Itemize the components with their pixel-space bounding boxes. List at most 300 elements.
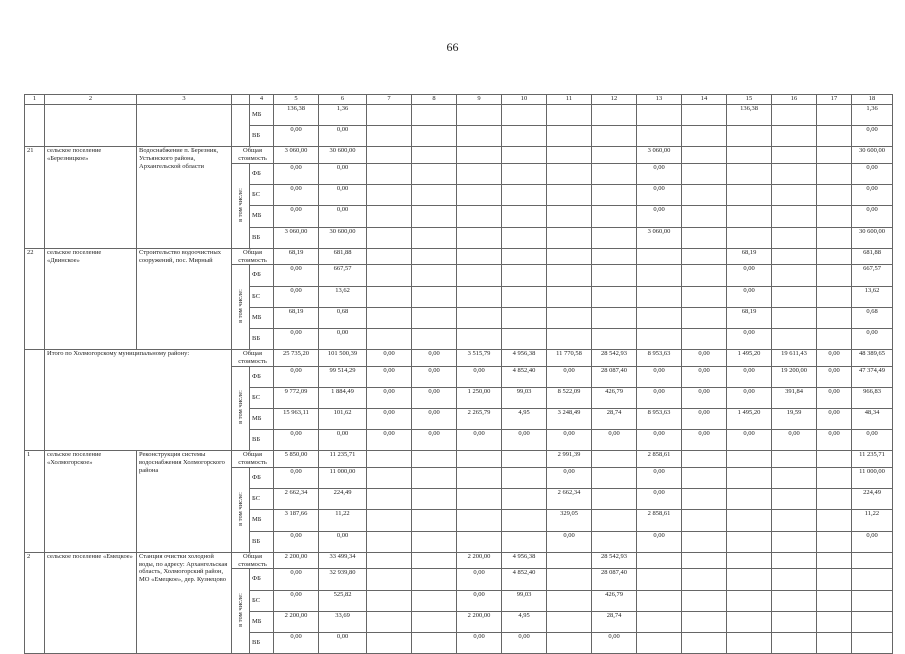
row-number-cell: 22 bbox=[25, 248, 45, 349]
value-cell bbox=[817, 569, 852, 590]
value-cell: 8 953,63 bbox=[637, 350, 682, 367]
value-cell: 2 662,34 bbox=[274, 489, 319, 510]
including-text: в том числе: bbox=[236, 288, 244, 323]
value-cell bbox=[637, 552, 682, 569]
table-body bbox=[25, 95, 893, 654]
value-cell bbox=[772, 185, 817, 206]
value-cell bbox=[367, 611, 412, 632]
district-total-label: Итого по Холмогорскому муниципальному району: bbox=[45, 350, 232, 451]
value-cell bbox=[817, 265, 852, 286]
value-cell bbox=[502, 147, 547, 164]
value-cell bbox=[772, 451, 817, 468]
value-cell: 0,00 bbox=[727, 265, 772, 286]
value-cell bbox=[457, 510, 502, 531]
value-cell bbox=[457, 126, 502, 147]
value-cell: 0,00 bbox=[817, 366, 852, 387]
value-cell: 0,00 bbox=[367, 409, 412, 430]
value-cell: 11,22 bbox=[852, 510, 893, 531]
value-cell bbox=[502, 126, 547, 147]
value-cell bbox=[852, 632, 893, 653]
value-cell bbox=[412, 590, 457, 611]
source-label: МБ bbox=[250, 409, 274, 430]
value-cell: 0,00 bbox=[457, 569, 502, 590]
value-cell bbox=[817, 468, 852, 489]
row-number-cell bbox=[25, 350, 45, 451]
value-cell: 0,00 bbox=[457, 632, 502, 653]
value-cell: 30 600,00 bbox=[319, 147, 367, 164]
value-cell: 2 200,00 bbox=[274, 611, 319, 632]
value-cell bbox=[637, 265, 682, 286]
value-cell: 391,84 bbox=[772, 387, 817, 408]
value-cell bbox=[817, 286, 852, 307]
value-cell bbox=[682, 451, 727, 468]
value-cell bbox=[412, 552, 457, 569]
column-number: 3 bbox=[137, 95, 232, 105]
value-cell bbox=[817, 248, 852, 265]
value-cell bbox=[412, 632, 457, 653]
value-cell bbox=[592, 468, 637, 489]
including-text: в том числе: bbox=[236, 592, 244, 627]
value-cell bbox=[682, 163, 727, 184]
value-cell bbox=[367, 147, 412, 164]
source-label: ВБ bbox=[250, 430, 274, 451]
value-cell bbox=[502, 468, 547, 489]
value-cell bbox=[682, 307, 727, 328]
value-cell: 30 600,00 bbox=[319, 227, 367, 248]
value-cell bbox=[547, 590, 592, 611]
table-row bbox=[25, 105, 893, 126]
value-cell: 68,19 bbox=[727, 307, 772, 328]
value-cell: 13,62 bbox=[319, 286, 367, 307]
value-cell bbox=[457, 147, 502, 164]
value-cell bbox=[412, 451, 457, 468]
value-cell: 1 250,00 bbox=[457, 387, 502, 408]
value-cell bbox=[457, 185, 502, 206]
value-cell: 28 542,93 bbox=[592, 350, 637, 367]
value-cell bbox=[412, 611, 457, 632]
source-label: МБ bbox=[250, 307, 274, 328]
source-label: ФБ bbox=[250, 163, 274, 184]
value-cell bbox=[412, 265, 457, 286]
value-cell: 0,00 bbox=[852, 126, 893, 147]
source-label: БС bbox=[250, 387, 274, 408]
source-label: БС bbox=[250, 185, 274, 206]
value-cell: 426,79 bbox=[592, 387, 637, 408]
column-number: 12 bbox=[592, 95, 637, 105]
project-cell: Реконструкция системы водоснабжения Холмогорского района bbox=[137, 451, 232, 552]
value-cell bbox=[772, 552, 817, 569]
value-cell: 0,00 bbox=[274, 328, 319, 349]
value-cell bbox=[367, 185, 412, 206]
value-cell bbox=[637, 611, 682, 632]
value-cell: 0,68 bbox=[319, 307, 367, 328]
value-cell: 0,00 bbox=[852, 430, 893, 451]
value-cell bbox=[817, 227, 852, 248]
value-cell bbox=[727, 590, 772, 611]
value-cell bbox=[547, 286, 592, 307]
value-cell bbox=[367, 248, 412, 265]
value-cell: 0,00 bbox=[727, 328, 772, 349]
value-cell: 0,00 bbox=[682, 350, 727, 367]
value-cell: 525,82 bbox=[319, 590, 367, 611]
value-cell: 19 611,43 bbox=[772, 350, 817, 367]
value-cell bbox=[592, 105, 637, 126]
value-cell bbox=[727, 451, 772, 468]
value-cell: 0,00 bbox=[592, 430, 637, 451]
value-cell: 4 956,38 bbox=[502, 552, 547, 569]
value-cell: 68,19 bbox=[274, 307, 319, 328]
value-cell: 0,00 bbox=[772, 430, 817, 451]
column-number: 5 bbox=[274, 95, 319, 105]
value-cell bbox=[592, 185, 637, 206]
column-number: 14 bbox=[682, 95, 727, 105]
value-cell: 0,00 bbox=[727, 366, 772, 387]
value-cell bbox=[367, 206, 412, 227]
value-cell: 28 087,40 bbox=[592, 569, 637, 590]
including-text: в том числе: bbox=[236, 187, 244, 222]
value-cell: 4 852,40 bbox=[502, 569, 547, 590]
value-cell bbox=[772, 468, 817, 489]
value-cell: 0,00 bbox=[274, 590, 319, 611]
including-text: в том числе: bbox=[236, 491, 244, 526]
project-cell: Строительство водоочистных сооружений, пос. Мирный bbox=[137, 248, 232, 349]
value-cell bbox=[682, 185, 727, 206]
value-cell: 13,62 bbox=[852, 286, 893, 307]
value-cell: 0,00 bbox=[367, 430, 412, 451]
value-cell bbox=[852, 590, 893, 611]
value-cell: 48 389,65 bbox=[852, 350, 893, 367]
value-cell bbox=[772, 510, 817, 531]
value-cell bbox=[772, 307, 817, 328]
value-cell bbox=[367, 569, 412, 590]
value-cell bbox=[772, 105, 817, 126]
value-cell bbox=[367, 105, 412, 126]
project-cell: Водоснабжение п. Березник, Устьянского района, Архангельской области bbox=[137, 147, 232, 248]
value-cell: 8 953,63 bbox=[637, 409, 682, 430]
value-cell: 11 000,00 bbox=[319, 468, 367, 489]
value-cell: 11 000,00 bbox=[852, 468, 893, 489]
value-cell bbox=[457, 206, 502, 227]
page-number: 66 bbox=[446, 40, 459, 54]
value-cell bbox=[682, 590, 727, 611]
value-cell bbox=[592, 451, 637, 468]
value-cell: 28 087,40 bbox=[592, 366, 637, 387]
value-cell bbox=[682, 468, 727, 489]
value-cell: 0,00 bbox=[637, 366, 682, 387]
municipality-cell: сельское поселение «Березницкое» bbox=[45, 147, 137, 248]
value-cell: 0,00 bbox=[817, 387, 852, 408]
total-cost-label: Общая стоимость bbox=[232, 552, 274, 569]
value-cell bbox=[367, 468, 412, 489]
value-cell bbox=[817, 510, 852, 531]
value-cell bbox=[457, 307, 502, 328]
value-cell: 0,00 bbox=[637, 163, 682, 184]
column-number: 11 bbox=[547, 95, 592, 105]
value-cell bbox=[592, 286, 637, 307]
value-cell bbox=[852, 611, 893, 632]
value-cell bbox=[727, 632, 772, 653]
value-cell bbox=[682, 569, 727, 590]
value-cell: 4 852,40 bbox=[502, 366, 547, 387]
value-cell: 966,83 bbox=[852, 387, 893, 408]
value-cell bbox=[547, 105, 592, 126]
table-row bbox=[25, 350, 893, 367]
value-cell: 2 662,34 bbox=[547, 489, 592, 510]
value-cell bbox=[502, 328, 547, 349]
value-cell bbox=[367, 265, 412, 286]
project-cell: Станция очистки холодной воды, по адресу: Архангельская область, Холмогорский район, МО «Емецкое», дер. Кузнецово bbox=[137, 552, 232, 653]
value-cell: 0,68 bbox=[852, 307, 893, 328]
value-cell bbox=[502, 206, 547, 227]
value-cell: 0,00 bbox=[727, 387, 772, 408]
value-cell: 30 600,00 bbox=[852, 227, 893, 248]
source-label: МБ bbox=[250, 206, 274, 227]
value-cell: 2 858,61 bbox=[637, 510, 682, 531]
value-cell bbox=[412, 227, 457, 248]
value-cell bbox=[727, 227, 772, 248]
value-cell bbox=[772, 569, 817, 590]
value-cell bbox=[727, 552, 772, 569]
value-cell bbox=[457, 105, 502, 126]
value-cell bbox=[367, 307, 412, 328]
value-cell bbox=[682, 147, 727, 164]
value-cell bbox=[817, 590, 852, 611]
value-cell bbox=[817, 307, 852, 328]
total-cost-label: Общая стоимость bbox=[232, 248, 274, 265]
value-cell bbox=[412, 489, 457, 510]
value-cell bbox=[367, 590, 412, 611]
value-cell bbox=[547, 163, 592, 184]
value-cell: 28,74 bbox=[592, 611, 637, 632]
source-label: ВБ bbox=[250, 227, 274, 248]
value-cell: 0,00 bbox=[637, 185, 682, 206]
source-label: МБ bbox=[250, 510, 274, 531]
including-label bbox=[232, 265, 250, 350]
value-cell: 0,00 bbox=[274, 126, 319, 147]
value-cell bbox=[772, 286, 817, 307]
value-cell bbox=[637, 126, 682, 147]
value-cell: 0,00 bbox=[682, 430, 727, 451]
value-cell bbox=[727, 163, 772, 184]
value-cell bbox=[367, 227, 412, 248]
value-cell: 0,00 bbox=[817, 409, 852, 430]
value-cell bbox=[682, 632, 727, 653]
value-cell bbox=[772, 206, 817, 227]
value-cell: 4,95 bbox=[502, 611, 547, 632]
including-label bbox=[232, 569, 250, 654]
value-cell: 101,62 bbox=[319, 409, 367, 430]
value-cell: 3 060,00 bbox=[274, 147, 319, 164]
value-cell: 11,22 bbox=[319, 510, 367, 531]
value-cell bbox=[772, 163, 817, 184]
column-number: 2 bbox=[45, 95, 137, 105]
value-cell bbox=[367, 163, 412, 184]
column-number: 9 bbox=[457, 95, 502, 105]
total-cost-label: Общая стоимость bbox=[232, 451, 274, 468]
value-cell bbox=[772, 147, 817, 164]
value-cell: 0,00 bbox=[637, 206, 682, 227]
value-cell: 0,00 bbox=[319, 430, 367, 451]
value-cell bbox=[817, 632, 852, 653]
value-cell: 681,88 bbox=[852, 248, 893, 265]
value-cell bbox=[592, 510, 637, 531]
value-cell bbox=[412, 531, 457, 552]
source-label: БС bbox=[250, 590, 274, 611]
municipality-cell: сельское поселение «Двинское» bbox=[45, 248, 137, 349]
value-cell bbox=[502, 510, 547, 531]
value-cell: 0,00 bbox=[274, 531, 319, 552]
value-cell bbox=[637, 307, 682, 328]
value-cell: 0,00 bbox=[852, 531, 893, 552]
value-cell: 0,00 bbox=[412, 387, 457, 408]
value-cell bbox=[412, 468, 457, 489]
source-label: ВБ bbox=[250, 126, 274, 147]
value-cell: 0,00 bbox=[682, 366, 727, 387]
source-label: ФБ bbox=[250, 468, 274, 489]
value-cell bbox=[412, 206, 457, 227]
value-cell bbox=[637, 286, 682, 307]
value-cell: 0,00 bbox=[852, 206, 893, 227]
value-cell: 0,00 bbox=[412, 350, 457, 367]
value-cell: 99,03 bbox=[502, 590, 547, 611]
value-cell: 0,00 bbox=[319, 531, 367, 552]
value-cell bbox=[457, 248, 502, 265]
municipality-cell: сельское поселение «Емецкое» bbox=[45, 552, 137, 653]
value-cell bbox=[682, 286, 727, 307]
value-cell bbox=[772, 611, 817, 632]
column-number: 13 bbox=[637, 95, 682, 105]
value-cell bbox=[637, 105, 682, 126]
value-cell bbox=[682, 105, 727, 126]
value-cell: 0,00 bbox=[682, 387, 727, 408]
value-cell: 0,00 bbox=[274, 185, 319, 206]
column-number: 10 bbox=[502, 95, 547, 105]
value-cell bbox=[817, 147, 852, 164]
value-cell: 224,49 bbox=[852, 489, 893, 510]
value-cell bbox=[727, 468, 772, 489]
value-cell bbox=[682, 510, 727, 531]
value-cell bbox=[367, 126, 412, 147]
source-label: МБ bbox=[250, 611, 274, 632]
value-cell: 25 735,20 bbox=[274, 350, 319, 367]
value-cell bbox=[502, 185, 547, 206]
value-cell bbox=[637, 248, 682, 265]
value-cell bbox=[727, 510, 772, 531]
value-cell bbox=[817, 185, 852, 206]
value-cell: 3 515,79 bbox=[457, 350, 502, 367]
municipality-cell bbox=[45, 105, 137, 147]
value-cell bbox=[852, 552, 893, 569]
value-cell: 329,05 bbox=[547, 510, 592, 531]
value-cell bbox=[592, 265, 637, 286]
value-cell: 48,34 bbox=[852, 409, 893, 430]
value-cell bbox=[502, 451, 547, 468]
value-cell bbox=[592, 307, 637, 328]
value-cell: 0,00 bbox=[457, 430, 502, 451]
value-cell bbox=[367, 286, 412, 307]
value-cell: 0,00 bbox=[412, 430, 457, 451]
value-cell: 0,00 bbox=[319, 126, 367, 147]
including-label bbox=[232, 163, 250, 248]
value-cell: 1 495,20 bbox=[727, 350, 772, 367]
value-cell bbox=[367, 451, 412, 468]
value-cell: 9 772,09 bbox=[274, 387, 319, 408]
value-cell bbox=[727, 611, 772, 632]
value-cell bbox=[547, 569, 592, 590]
value-cell bbox=[457, 227, 502, 248]
value-cell bbox=[592, 206, 637, 227]
value-cell bbox=[412, 185, 457, 206]
value-cell bbox=[772, 328, 817, 349]
value-cell: 0,00 bbox=[637, 430, 682, 451]
value-cell bbox=[852, 569, 893, 590]
column-number: 1 bbox=[25, 95, 45, 105]
value-cell bbox=[817, 552, 852, 569]
value-cell: 0,00 bbox=[817, 430, 852, 451]
value-cell: 1,36 bbox=[319, 105, 367, 126]
value-cell: 99 514,29 bbox=[319, 366, 367, 387]
value-cell: 68,19 bbox=[727, 248, 772, 265]
value-cell: 0,00 bbox=[367, 350, 412, 367]
value-cell bbox=[682, 248, 727, 265]
value-cell: 0,00 bbox=[637, 531, 682, 552]
value-cell bbox=[412, 126, 457, 147]
value-cell: 15 963,11 bbox=[274, 409, 319, 430]
value-cell bbox=[367, 632, 412, 653]
value-cell bbox=[502, 531, 547, 552]
value-cell bbox=[412, 307, 457, 328]
value-cell bbox=[682, 552, 727, 569]
table-row bbox=[25, 147, 893, 164]
value-cell: 0,00 bbox=[274, 632, 319, 653]
row-number-cell bbox=[25, 105, 45, 147]
source-label: БС bbox=[250, 489, 274, 510]
value-cell bbox=[547, 328, 592, 349]
value-cell: 2 858,61 bbox=[637, 451, 682, 468]
value-cell: 667,57 bbox=[319, 265, 367, 286]
value-cell: 3 060,00 bbox=[637, 227, 682, 248]
value-cell: 47 374,49 bbox=[852, 366, 893, 387]
column-number bbox=[232, 95, 250, 105]
source-label: ФБ bbox=[250, 366, 274, 387]
value-cell bbox=[817, 126, 852, 147]
value-cell: 3 187,66 bbox=[274, 510, 319, 531]
value-cell: 3 060,00 bbox=[637, 147, 682, 164]
value-cell: 2 200,00 bbox=[274, 552, 319, 569]
value-cell bbox=[727, 489, 772, 510]
table-row bbox=[25, 451, 893, 468]
including-text: в том числе: bbox=[236, 390, 244, 425]
source-label: ФБ bbox=[250, 569, 274, 590]
value-cell: 0,00 bbox=[274, 430, 319, 451]
value-cell: 32 939,80 bbox=[319, 569, 367, 590]
value-cell: 2 200,00 bbox=[457, 611, 502, 632]
value-cell bbox=[592, 489, 637, 510]
value-cell bbox=[637, 569, 682, 590]
value-cell bbox=[412, 248, 457, 265]
value-cell bbox=[817, 105, 852, 126]
value-cell bbox=[817, 451, 852, 468]
value-cell bbox=[772, 531, 817, 552]
value-cell: 28 542,93 bbox=[592, 552, 637, 569]
value-cell: 101 500,39 bbox=[319, 350, 367, 367]
value-cell bbox=[682, 489, 727, 510]
value-cell bbox=[547, 185, 592, 206]
value-cell: 30 600,00 bbox=[852, 147, 893, 164]
column-number: 7 bbox=[367, 95, 412, 105]
value-cell: 681,88 bbox=[319, 248, 367, 265]
value-cell bbox=[592, 126, 637, 147]
